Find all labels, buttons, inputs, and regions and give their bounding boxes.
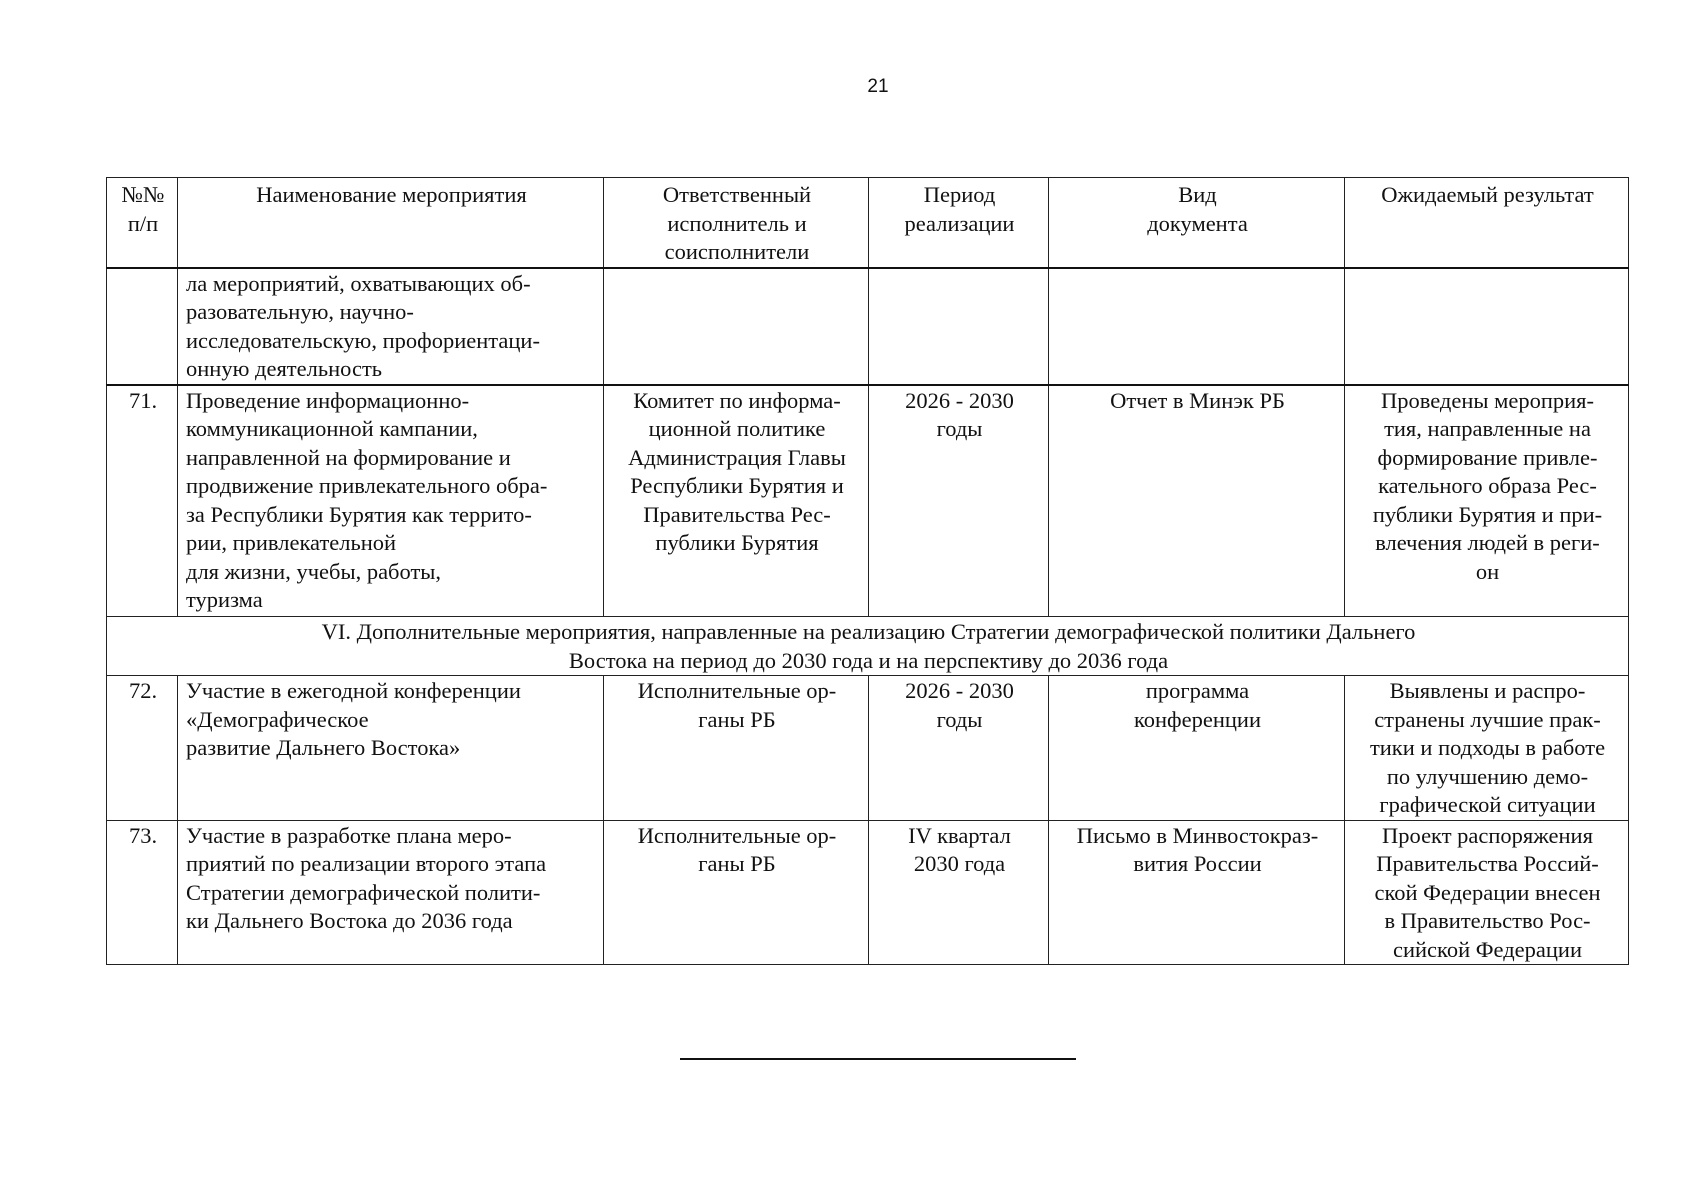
text-line: графической ситуации <box>1379 792 1596 817</box>
cell-period <box>869 676 1049 821</box>
text-line: Проведение информационно- <box>186 387 470 413</box>
text-line: кательного образа Рес- <box>1378 473 1597 498</box>
table-row-73 <box>107 820 1629 965</box>
activities-table <box>106 177 1629 965</box>
text-line: он <box>1475 558 1500 584</box>
table-row-71 <box>107 385 1629 617</box>
text-line: Наименование мероприятия <box>256 182 527 207</box>
cell-doc-type <box>1049 268 1345 385</box>
text-line: туризма <box>186 587 263 612</box>
text-line: по улучшению демо- <box>1386 763 1589 789</box>
text-line: Отчет в Минэк РБ <box>1110 387 1285 413</box>
text-line: коммуникационной кампании, <box>186 416 478 441</box>
text-line: Период <box>923 182 996 207</box>
cell-responsible <box>604 820 869 965</box>
text-line: направленной на формирование и <box>186 444 511 470</box>
text-line: в Правительство Рос- <box>1384 908 1591 933</box>
text-line: Администрация Главы <box>628 444 846 470</box>
text-line: 2026 - 2030 <box>905 678 1014 703</box>
cell-num <box>107 268 178 385</box>
text-line: 2030 года <box>913 851 1006 876</box>
cell-num: 72. <box>107 676 178 821</box>
text-line: документа <box>1147 210 1248 236</box>
cell-period <box>869 385 1049 617</box>
text-line: развитие Дальнего Востока» <box>186 735 461 760</box>
text-line: Исполнительные ор- <box>637 822 837 848</box>
text-line: «Демографическое <box>186 706 369 732</box>
text-line: ционной политике <box>648 416 826 441</box>
text-line: Письмо в Минвостокраз- <box>1076 822 1319 848</box>
text-line: Комитет по информа- <box>633 387 841 413</box>
section-vi-heading <box>107 617 1629 676</box>
text-line: странены лучшие прак- <box>1374 706 1601 732</box>
header-responsible <box>604 178 869 268</box>
text-line: программа <box>1145 678 1250 703</box>
table-row-continuation <box>107 268 1629 385</box>
text-line: Республики Бурятия и <box>630 473 844 498</box>
text-line: №№ <box>121 182 165 207</box>
cell-num: 73. <box>107 820 178 965</box>
text-line: Ожидаемый результат <box>1381 182 1594 207</box>
text-line: Участие в разработке плана меро- <box>186 822 512 848</box>
cell-doc-type <box>1049 676 1345 821</box>
text-line: IV квартал <box>908 822 1011 848</box>
page-number: 21 <box>867 76 889 97</box>
text-line: Правительства Россий- <box>1376 851 1599 876</box>
cell-doc-type <box>1049 385 1345 617</box>
text-line: 2026 - 2030 <box>905 387 1014 413</box>
text-line: продвижение привлекательного обра- <box>186 473 548 498</box>
text-line: исполнитель и <box>667 210 807 236</box>
text-line: ганы РБ <box>698 851 776 876</box>
text-line: Вид <box>1178 182 1217 207</box>
cell-period <box>869 268 1049 385</box>
text-line: п/п <box>127 210 159 236</box>
header-result <box>1345 178 1629 268</box>
text-line: публики Бурятия и при- <box>1372 501 1603 527</box>
text-line: для жизни, учебы, работы, <box>186 558 442 584</box>
section-heading-row <box>107 617 1629 676</box>
text-line: Исполнительные ор- <box>637 678 837 703</box>
text-line: Востока на период до 2030 года и на перспективу до 2036 года <box>568 647 1169 673</box>
text-line: вития России <box>1133 851 1262 876</box>
cell-responsible <box>604 676 869 821</box>
text-line: тия, направленные на <box>1384 416 1591 441</box>
header-name <box>178 178 604 268</box>
text-line: влечения людей в реги- <box>1375 530 1600 555</box>
text-line: Проект распоряжения <box>1382 822 1593 848</box>
text-line: сийской Федерации <box>1392 936 1583 962</box>
text-line: приятий по реализации второго этапа <box>186 851 547 876</box>
table-row-72 <box>107 676 1629 821</box>
text-line: исследовательскую, профориентаци- <box>186 327 540 353</box>
text-line: ла мероприятий, охватывающих об- <box>186 270 531 296</box>
cell-result <box>1345 820 1629 965</box>
text-line: Проведены мероприя- <box>1380 387 1595 413</box>
text-line: ганы РБ <box>698 706 776 732</box>
cell-name <box>178 385 604 617</box>
text-line: Стратегии демографической полити- <box>186 879 541 905</box>
text-line: годы <box>936 706 983 732</box>
text-line: соисполнители <box>664 239 810 264</box>
cell-name <box>178 268 604 385</box>
cell-num: 71. <box>107 385 178 617</box>
text-line: формирование привле- <box>1377 444 1598 470</box>
text-line: ской Федерации внесен <box>1374 879 1601 905</box>
text-line: реализации <box>904 210 1015 236</box>
text-line: тики и подходы в работе <box>1369 735 1606 760</box>
cell-result <box>1345 268 1629 385</box>
text-line: конференции <box>1133 706 1262 732</box>
cell-responsible <box>604 268 869 385</box>
text-line: рии, привлекательной <box>186 530 397 555</box>
cell-period <box>869 820 1049 965</box>
cell-doc-type <box>1049 820 1345 965</box>
text-line: Правительства Рес- <box>643 501 831 527</box>
text-line: публики Бурятия <box>655 530 819 555</box>
text-line: VI. Дополнительные мероприятия, направленные на реализацию Стратегии демографической политики Дальнего <box>321 619 1416 644</box>
text-line: Выявлены и распро- <box>1389 678 1586 703</box>
header-period <box>869 178 1049 268</box>
cell-name <box>178 820 604 965</box>
table-header-row <box>107 178 1629 268</box>
cell-result <box>1345 385 1629 617</box>
cell-result <box>1345 676 1629 821</box>
cell-responsible <box>604 385 869 617</box>
text-line: Участие в ежегодной конференции <box>186 678 521 703</box>
header-num <box>107 178 178 268</box>
text-line: Ответственный <box>662 182 812 207</box>
text-line: годы <box>936 416 983 441</box>
footer-divider <box>680 1058 1076 1060</box>
text-line: разовательную, научно- <box>186 299 414 324</box>
header-doc-type <box>1049 178 1345 268</box>
cell-name <box>178 676 604 821</box>
text-line: за Республики Бурятия как террито- <box>186 501 532 527</box>
text-line: онную деятельность <box>186 356 383 381</box>
text-line: ки Дальнего Востока до 2036 года <box>186 908 513 933</box>
